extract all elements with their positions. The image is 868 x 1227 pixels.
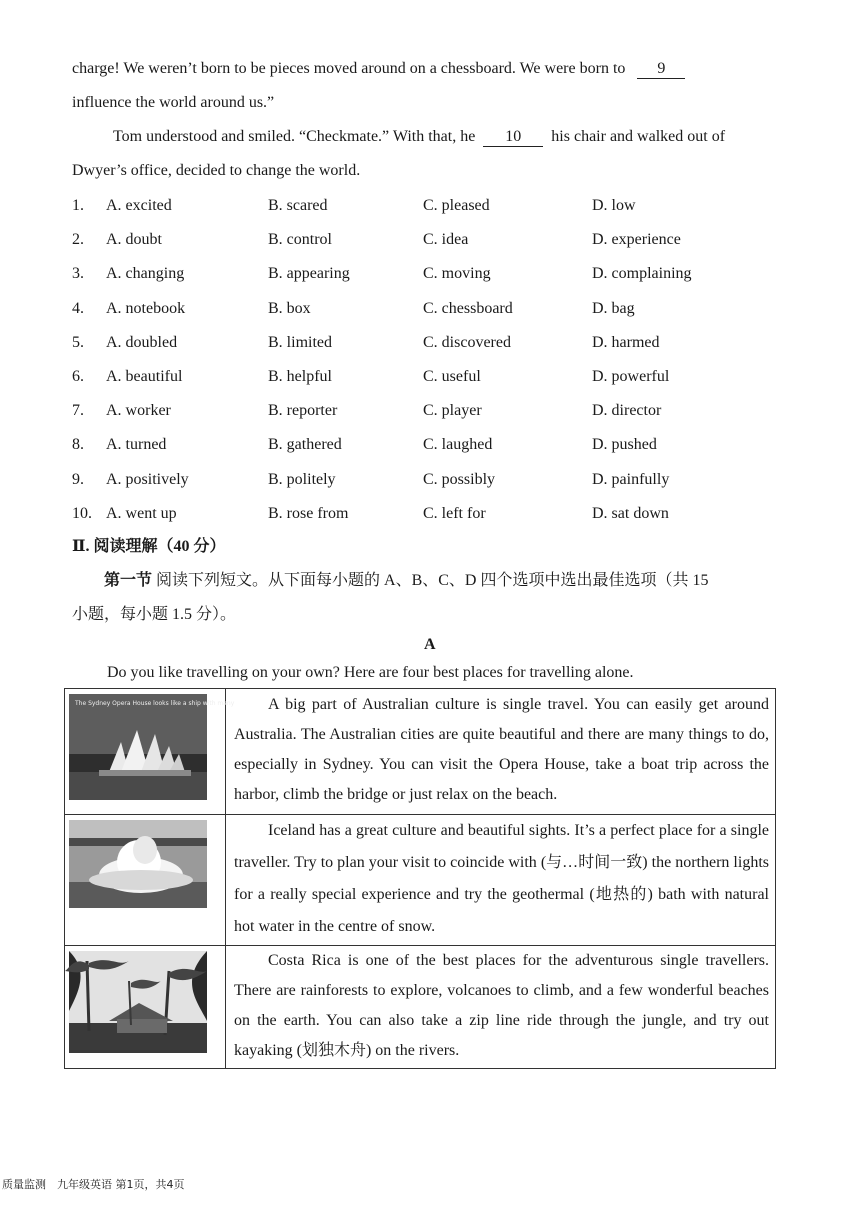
option-c: C. laughed <box>423 436 493 454</box>
question-number: 8. <box>72 436 84 454</box>
option-row <box>72 326 792 360</box>
passage-line-3 <box>113 120 828 154</box>
option-b: B. scared <box>268 197 328 214</box>
option-d: D. sat down <box>592 504 669 522</box>
option-c: C. pleased <box>423 197 490 214</box>
option-b: B. control <box>268 231 332 249</box>
passage-line-4: Dwyer’s office, decided to change the world. <box>72 162 361 179</box>
option-row <box>72 292 792 326</box>
option-b: B. helpful <box>268 368 332 385</box>
passage-label: A <box>424 636 436 653</box>
option-row <box>72 223 792 257</box>
option-d: D. complaining <box>592 265 692 283</box>
option-d: D. low <box>592 197 636 214</box>
section-instruction-line-1 <box>104 564 708 598</box>
table-row <box>65 946 776 1069</box>
option-row <box>72 257 792 291</box>
question-number: 10. <box>72 504 92 522</box>
option-c: C. left for <box>423 504 486 522</box>
question-number: 9. <box>72 470 84 488</box>
table-row <box>65 689 776 815</box>
option-c: C. moving <box>423 265 491 283</box>
costa-rica-jungle-photo <box>69 951 207 1053</box>
option-c: C. possibly <box>423 470 496 488</box>
iceland-geyser-photo <box>69 820 207 908</box>
question-number: 2. <box>72 231 84 249</box>
section-instruction-line-2: 小题，每小题 1.5 分）。 <box>72 606 237 623</box>
option-d: D. bag <box>592 299 635 317</box>
option-a: A. worker <box>106 402 171 420</box>
question-number: 4. <box>72 299 84 317</box>
option-c: C. discovered <box>423 333 511 351</box>
option-b: B. limited <box>268 333 332 351</box>
option-a: A. beautiful <box>106 368 183 385</box>
page-footer: 质量监测 九年级英语 第1页，共4页 <box>2 1178 185 1191</box>
option-row <box>72 189 792 223</box>
passage-intro: Do you like travelling on your own? Here are four best places for travelling alone. <box>107 664 634 681</box>
option-a: A. excited <box>106 197 172 214</box>
option-a: A. positively <box>106 470 189 488</box>
option-b: B. politely <box>268 470 336 488</box>
option-b: B. box <box>268 299 311 317</box>
option-d: D. powerful <box>592 368 670 385</box>
text-cell <box>226 946 776 1069</box>
instruction-text: 阅读下列短文。从下面每小题的 A、B、C、D 四个选项中选出最佳选项（共 15 <box>152 572 709 589</box>
photo-cell <box>65 815 226 946</box>
sydney-opera-house-photo <box>69 694 235 800</box>
question-number: 1. <box>72 197 84 214</box>
photo-cell <box>65 689 235 815</box>
option-row <box>72 428 792 462</box>
option-c: C. idea <box>423 231 469 249</box>
option-d: D. experience <box>592 231 681 249</box>
option-row <box>72 497 792 531</box>
text-cell <box>226 815 776 946</box>
passage-line-1 <box>72 52 787 86</box>
option-a: A. doubt <box>106 231 162 249</box>
option-a: A. notebook <box>106 299 186 317</box>
option-b: B. appearing <box>268 265 350 283</box>
passage-line-2: influence the world around us.” <box>72 94 275 111</box>
section-title: Ⅱ. 阅读理解（40 分） <box>72 538 226 555</box>
photo-caption: The Sydney Opera House looks like a ship with many <box>75 700 235 707</box>
question-number: 5. <box>72 333 84 351</box>
photo-cell <box>65 946 226 1069</box>
passage-text: charge! We weren’t born to be pieces moved around on a chessboard. We were born to <box>72 60 626 77</box>
option-row <box>72 394 792 428</box>
option-c: C. player <box>423 402 482 420</box>
option-d: D. painfully <box>592 470 670 488</box>
option-row <box>72 360 792 394</box>
option-a: A. doubled <box>106 333 178 351</box>
instruction-label: 第一节 <box>104 572 153 589</box>
option-a: A. turned <box>106 436 167 454</box>
blank-9: 9 <box>637 60 685 79</box>
passage-text: Tom understood and smiled. “Checkmate.” With that, he <box>113 128 476 145</box>
option-d: D. pushed <box>592 436 657 454</box>
option-d: D. harmed <box>592 333 660 351</box>
text-cell <box>226 689 776 815</box>
option-c: C. useful <box>423 368 481 385</box>
passage-text: his chair and walked out of <box>551 128 726 145</box>
question-number: 3. <box>72 265 84 283</box>
question-number: 7. <box>72 402 84 420</box>
option-row <box>72 463 792 497</box>
row-text-australia: A big part of Australian culture is single travel. You can easily get around Australia. The Australian cities are quite beautiful and there are many things to do, especially in Sydney. You can visit the Opera House, take a boat trip across the harbor, climb the bridge or just relax on the beach. <box>234 696 769 803</box>
reading-table <box>64 688 776 1069</box>
option-a: A. changing <box>106 265 185 283</box>
option-c: C. chessboard <box>423 299 513 317</box>
option-b: B. rose from <box>268 504 349 522</box>
row-text-iceland: Iceland has a great culture and beautiful sights. It’s a perfect place for a single traveller. Try to plan your visit to coincide with (与…时间一致) the northern lights for a really special experience and try the geothermal (地热的) bath with natural hot water in the centre of snow. <box>234 822 769 935</box>
option-b: B. reporter <box>268 402 338 420</box>
question-number: 6. <box>72 368 84 385</box>
option-b: B. gathered <box>268 436 342 454</box>
blank-10: 10 <box>483 128 543 147</box>
option-a: A. went up <box>106 504 177 522</box>
option-d: D. director <box>592 402 662 420</box>
table-row <box>65 815 776 946</box>
row-text-costa-rica: Costa Rica is one of the best places for the adventurous single travellers. There are rainforests to explore, volcanoes to climb, and a few wonderful beaches on the earth. You can also take a zip line ride through the jungle, and try out kayaking (划独木舟) on the rivers. <box>234 952 769 1059</box>
